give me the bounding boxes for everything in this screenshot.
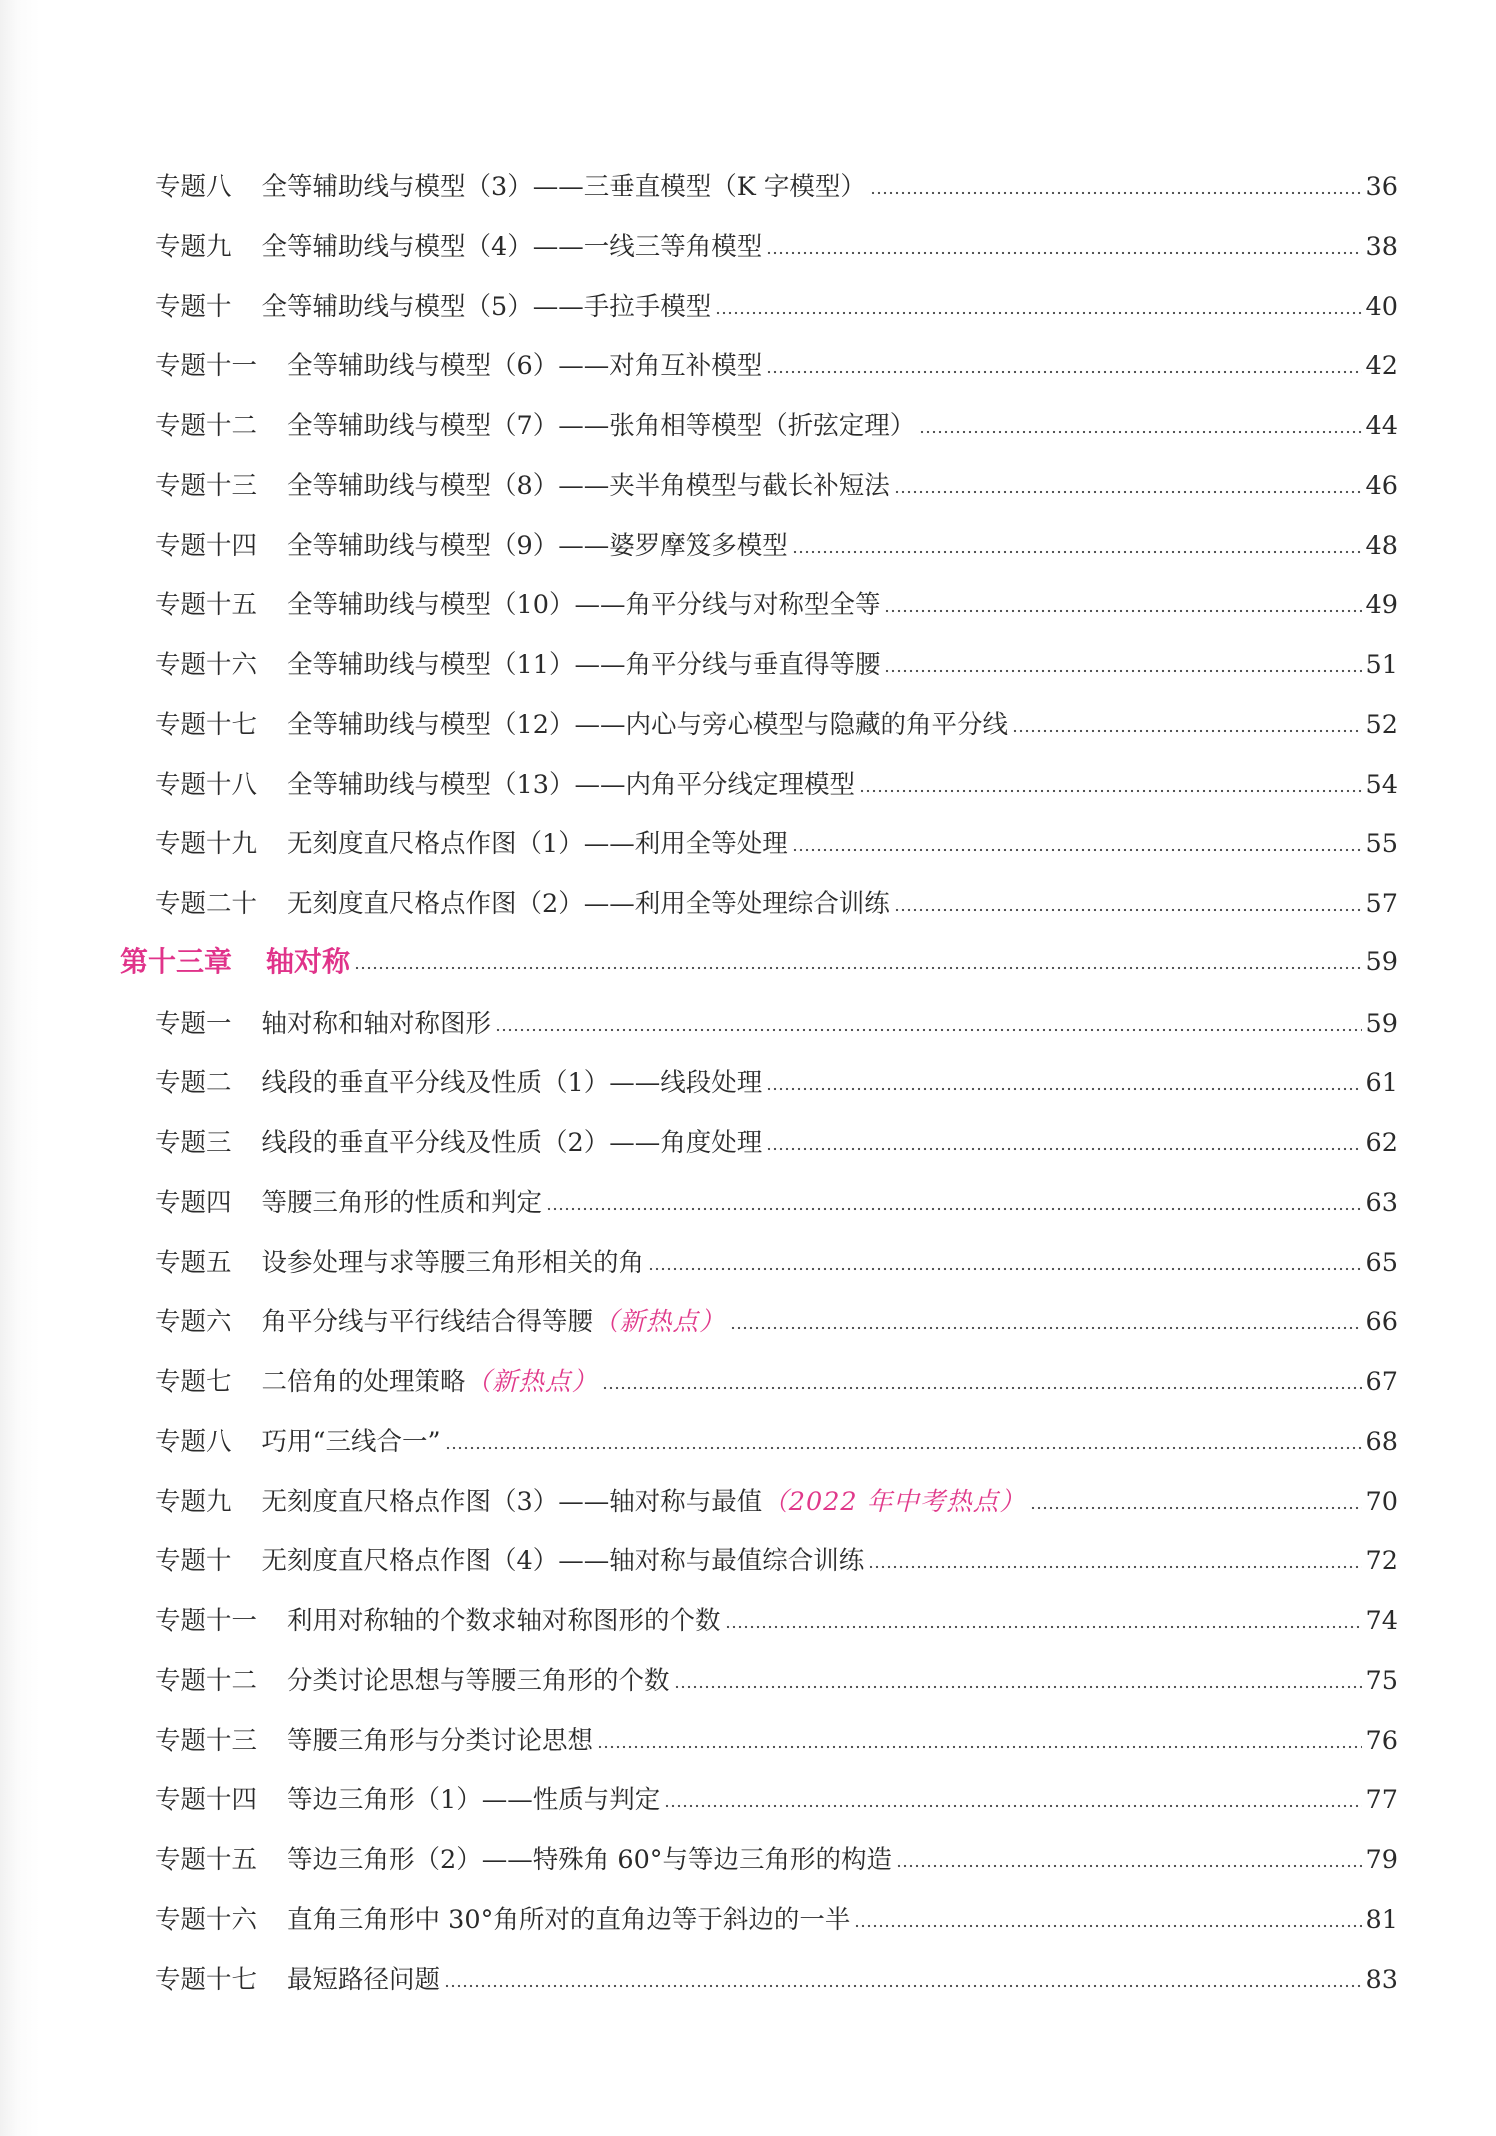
topic-number: 专题八 <box>155 172 232 202</box>
page-number: 59 <box>1365 947 1398 977</box>
page-number: 70 <box>1365 1487 1398 1517</box>
toc-entry[interactable] <box>155 696 1398 740</box>
page-number: 81 <box>1365 1905 1398 1935</box>
toc-entry[interactable] <box>155 1234 1398 1278</box>
page-number: 65 <box>1365 1248 1398 1278</box>
toc-entry[interactable] <box>155 1771 1398 1815</box>
topic-title: 轴对称和轴对称图形 <box>261 1009 492 1039</box>
toc-entry[interactable] <box>155 517 1398 561</box>
page-number: 42 <box>1365 351 1398 381</box>
topic-title: 无刻度直尺格点作图（3）——轴对称与最值 <box>261 1487 763 1517</box>
page-number: 55 <box>1365 829 1398 859</box>
dot-leader <box>674 1684 1362 1690</box>
topic-number: 专题十七 <box>155 710 258 740</box>
topic-number: 专题十二 <box>155 1666 258 1696</box>
topic-number: 专题十四 <box>155 531 258 561</box>
topic-title: 无刻度直尺格点作图（1）——利用全等处理 <box>287 829 788 859</box>
toc-entry[interactable] <box>155 756 1398 800</box>
topic-title: 等边三角形（2）——特殊角 60°与等边三角形的构造 <box>287 1845 893 1875</box>
page-number: 66 <box>1365 1307 1398 1337</box>
topic-number: 专题五 <box>155 1248 232 1278</box>
toc-entry[interactable] <box>155 1114 1398 1158</box>
dot-leader <box>884 668 1361 674</box>
topic-title: 直角三角形中 30°角所对的直角边等于斜边的一半 <box>287 1905 851 1935</box>
topic-title: 巧用“三线合一” <box>261 1427 441 1457</box>
page-number: 46 <box>1365 471 1398 501</box>
topic-title: 二倍角的处理策略 <box>261 1367 466 1397</box>
dot-leader <box>894 489 1362 495</box>
dot-leader <box>664 1803 1361 1809</box>
dot-leader <box>766 250 1361 256</box>
topic-number: 专题六 <box>155 1307 232 1337</box>
toc-entry[interactable] <box>155 397 1398 441</box>
page-number: 49 <box>1365 590 1398 620</box>
dot-leader <box>1012 728 1362 734</box>
page-number: 67 <box>1365 1367 1398 1397</box>
dot-leader <box>1030 1505 1362 1511</box>
topic-number: 专题十五 <box>155 590 258 620</box>
toc-entry[interactable] <box>155 1532 1398 1576</box>
toc-entry[interactable] <box>155 815 1398 859</box>
page-number: 48 <box>1365 531 1398 561</box>
dot-leader <box>444 1983 1362 1989</box>
hot-topic-tag: （新热点） <box>465 1367 599 1397</box>
dot-leader <box>715 310 1361 316</box>
page-number: 59 <box>1365 1009 1398 1039</box>
topic-title: 设参处理与求等腰三角形相关的角 <box>261 1248 645 1278</box>
topic-number: 专题十六 <box>155 650 258 680</box>
toc-entry[interactable] <box>155 1712 1398 1756</box>
page-number: 51 <box>1365 650 1398 680</box>
toc-entry[interactable] <box>155 875 1398 919</box>
toc-entry[interactable] <box>155 1951 1398 1995</box>
dot-leader <box>648 1266 1362 1272</box>
topic-title: 无刻度直尺格点作图（4）——轴对称与最值综合训练 <box>261 1546 865 1576</box>
dot-leader <box>725 1624 1362 1630</box>
topic-title: 全等辅助线与模型（11）——角平分线与垂直得等腰 <box>287 650 881 680</box>
topic-title: 全等辅助线与模型（5）——手拉手模型 <box>261 292 712 322</box>
topic-number: 专题十八 <box>155 770 258 800</box>
topic-number: 专题十九 <box>155 829 258 859</box>
topic-title: 全等辅助线与模型（3）——三垂直模型（K 字模型） <box>261 172 866 202</box>
topic-title: 全等辅助线与模型（6）——对角互补模型 <box>287 351 763 381</box>
dot-leader <box>766 1086 1361 1092</box>
topic-number: 专题二十 <box>155 889 258 919</box>
toc-entry[interactable] <box>155 158 1398 202</box>
toc-entry[interactable] <box>155 1473 1398 1517</box>
dot-leader <box>919 429 1361 435</box>
dot-leader <box>766 1146 1361 1152</box>
dot-leader <box>766 369 1361 375</box>
dot-leader <box>884 608 1361 614</box>
topic-number: 专题十 <box>155 1546 232 1576</box>
dot-leader <box>792 847 1362 853</box>
page-number: 54 <box>1365 770 1398 800</box>
page-number: 72 <box>1365 1546 1398 1576</box>
toc-entry[interactable] <box>155 1592 1398 1636</box>
page-number: 75 <box>1365 1666 1398 1696</box>
page-number: 62 <box>1365 1128 1398 1158</box>
topic-title: 全等辅助线与模型（10）——角平分线与对称型全等 <box>287 590 881 620</box>
toc-entry[interactable] <box>155 1054 1398 1098</box>
topic-number: 专题十二 <box>155 411 258 441</box>
page-number: 38 <box>1365 232 1398 262</box>
topic-title: 全等辅助线与模型（12）——内心与旁心模型与隐藏的角平分线 <box>287 710 1008 740</box>
toc-entry[interactable] <box>155 1353 1398 1397</box>
page-number: 36 <box>1365 172 1398 202</box>
page-number: 63 <box>1365 1188 1398 1218</box>
topic-title: 分类讨论思想与等腰三角形的个数 <box>287 1666 670 1696</box>
topic-number: 专题十三 <box>155 1726 258 1756</box>
topic-number: 专题三 <box>155 1128 232 1158</box>
topic-number: 专题十七 <box>155 1965 258 1995</box>
toc-entry[interactable] <box>155 218 1398 262</box>
toc-entry[interactable] <box>155 278 1398 322</box>
topic-title: 线段的垂直平分线及性质（1）——线段处理 <box>261 1068 763 1098</box>
dot-leader <box>445 1445 1362 1451</box>
dot-leader <box>602 1385 1362 1391</box>
toc-entry[interactable] <box>155 995 1398 1039</box>
toc-entry[interactable] <box>155 636 1398 680</box>
dot-leader <box>894 907 1362 913</box>
topic-title: 全等辅助线与模型（8）——夹半角模型与截长补短法 <box>287 471 890 501</box>
dot-leader <box>870 190 1362 196</box>
dot-leader <box>868 1564 1361 1570</box>
dot-leader <box>854 1923 1361 1929</box>
topic-number: 专题十五 <box>155 1845 258 1875</box>
topic-number: 专题四 <box>155 1188 232 1218</box>
hot-topic-tag: （新热点） <box>593 1307 726 1337</box>
topic-number: 专题十一 <box>155 1606 258 1636</box>
dot-leader <box>859 788 1362 794</box>
toc-entry[interactable] <box>155 1831 1398 1875</box>
toc-entry[interactable] <box>155 1413 1398 1457</box>
page-number: 77 <box>1365 1785 1398 1815</box>
topic-title: 全等辅助线与模型（7）——张角相等模型（折弦定理） <box>287 411 916 441</box>
toc-entry[interactable] <box>155 1891 1398 1935</box>
page-number: 40 <box>1365 292 1398 322</box>
page-number: 44 <box>1365 411 1398 441</box>
dot-leader <box>730 1325 1362 1331</box>
topic-title: 角平分线与平行线结合得等腰 <box>261 1307 594 1337</box>
dot-leader <box>792 549 1362 555</box>
topic-number: 专题二 <box>155 1068 232 1098</box>
page-number: 83 <box>1365 1965 1398 1995</box>
toc-entry[interactable] <box>155 1174 1398 1218</box>
page-number: 68 <box>1365 1427 1398 1457</box>
topic-title: 等腰三角形的性质和判定 <box>261 1188 543 1218</box>
topic-number: 专题九 <box>155 232 232 262</box>
topic-title: 等腰三角形与分类讨论思想 <box>287 1726 594 1756</box>
page-number: 76 <box>1365 1726 1398 1756</box>
dot-leader <box>546 1206 1362 1212</box>
topic-title: 无刻度直尺格点作图（2）——利用全等处理综合训练 <box>287 889 890 919</box>
page-number: 79 <box>1365 1845 1398 1875</box>
chapter-title: 轴对称 <box>266 945 351 978</box>
dot-leader <box>896 1863 1362 1869</box>
dot-leader <box>354 965 1362 971</box>
chapter-entry[interactable] <box>120 935 1398 979</box>
topic-title: 全等辅助线与模型（9）——婆罗摩笈多模型 <box>287 531 788 561</box>
topic-number: 专题十 <box>155 292 232 322</box>
toc-entry[interactable] <box>155 337 1398 381</box>
toc-entry[interactable] <box>155 457 1398 501</box>
topic-number: 专题九 <box>155 1487 232 1517</box>
topic-number: 专题十六 <box>155 1905 258 1935</box>
toc-entry[interactable] <box>155 1652 1398 1696</box>
topic-number: 专题八 <box>155 1427 232 1457</box>
dot-leader <box>597 1744 1362 1750</box>
dot-leader <box>495 1027 1362 1033</box>
toc-entry[interactable] <box>155 576 1398 620</box>
chapter-number: 第十三章 <box>120 945 233 978</box>
topic-number: 专题一 <box>155 1009 232 1039</box>
topic-number: 专题十一 <box>155 351 258 381</box>
page-number: 74 <box>1365 1606 1398 1636</box>
topic-number: 专题十四 <box>155 1785 258 1815</box>
topic-title: 等边三角形（1）——性质与判定 <box>287 1785 661 1815</box>
hot-topic-tag: （2022 年中考热点） <box>762 1487 1026 1517</box>
toc-entry[interactable] <box>155 1293 1398 1337</box>
page-number: 57 <box>1365 889 1398 919</box>
topic-number: 专题七 <box>155 1367 232 1397</box>
page-number: 52 <box>1365 710 1398 740</box>
topic-number: 专题十三 <box>155 471 258 501</box>
topic-title: 线段的垂直平分线及性质（2）——角度处理 <box>261 1128 763 1158</box>
topic-title: 最短路径问题 <box>287 1965 441 1995</box>
topic-title: 全等辅助线与模型（4）——一线三等角模型 <box>261 232 763 262</box>
topic-title: 利用对称轴的个数求轴对称图形的个数 <box>287 1606 721 1636</box>
page-number: 61 <box>1365 1068 1398 1098</box>
topic-title: 全等辅助线与模型（13）——内角平分线定理模型 <box>287 770 855 800</box>
